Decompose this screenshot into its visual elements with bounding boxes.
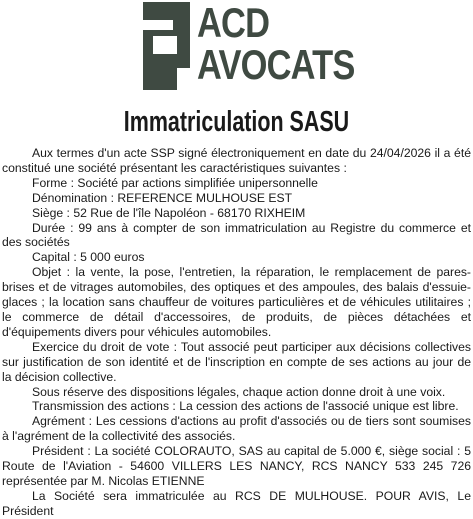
notice-title: Immatriculation SASU	[123, 106, 350, 138]
acd-avocats-logo	[143, 0, 355, 92]
paragraph-immatriculation: La Société sera immatriculée au RCS DE MULHOUSE. POUR AVIS, Le Président	[2, 488, 471, 518]
paragraph-objet: Objet : la vente, la pose, l'entretien, la réparation, le remplacement de pares-brises et de vitrages automobiles, des optiques et des ampoules, des balais d'essuie-glaces ; la location sans chauffeur de voitures particulières et de véhicules utilitaires ; le commerce de détail d'accessoires, de produits, de pièces détachées et d'équipements divers pour véhicules automobiles.	[2, 265, 471, 339]
acd-logo-mark-icon	[143, 2, 190, 90]
paragraph-president: Président : La société COLORAUTO, SAS au capital de 5.000 €, siège social : 5 Route de l'Aviation - 54600 VILLERS LES NANCY, RCS NANCY 533 245 726 représentée par M. Nicolas ETIENNE	[2, 444, 471, 488]
paragraph-vote: Exercice du droit de vote : Tout associé peut participer aux décisions collectives sur justification de son identité et de l'inscription en compte de ses actions au jour de la décision collective.	[2, 339, 471, 384]
paragraph-agrement: Agrément : Les cessions d'actions au profit d'associés ou de tiers sont soumises à l'agrément de la collectivité des associés.	[2, 414, 471, 444]
paragraph-capital: Capital : 5 000 euros	[32, 250, 145, 265]
paragraph-intro: Aux termes d'un acte SSP signé électroniquement en date du 24/04/2026 il a été constitué une société présentant les caractéristiques suivantes :	[2, 146, 471, 175]
paragraph-denomination: Dénomination : REFERENCE MULHOUSE EST	[32, 190, 293, 205]
paragraph-forme: Forme : Société par actions simplifiée unipersonnelle	[32, 175, 318, 190]
notice-body	[2, 146, 471, 519]
logo-text-avocats: AVOCATS	[197, 41, 355, 88]
paragraph-duree: Durée : 99 ans à compter de son immatriculation au Registre du commerce et des sociétés	[2, 220, 471, 250]
paragraph-transmission: Transmission des actions : La cession des actions de l'associé unique est libre.	[32, 399, 459, 414]
paragraph-siege: Siège : 52 Rue de l'île Napoléon - 68170 RIXHEIM	[32, 205, 306, 220]
logo-text-acd: ACD	[197, 0, 270, 46]
paragraph-voix: Sous réserve des dispositions légales, chaque action donne droit à une voix.	[32, 384, 446, 399]
